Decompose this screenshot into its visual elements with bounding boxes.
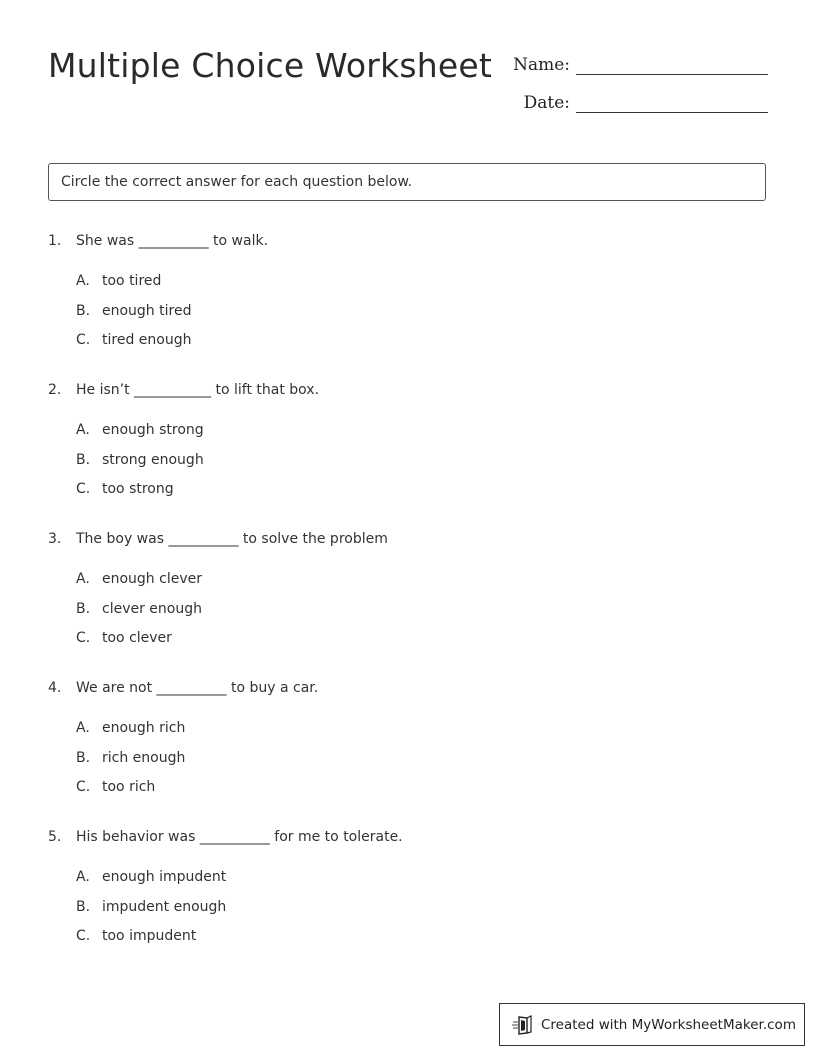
answer-options	[48, 568, 768, 657]
date-line	[576, 92, 768, 113]
option-text: tired enough	[102, 332, 192, 349]
answer-option[interactable]	[48, 627, 768, 657]
option-text: impudent enough	[102, 898, 227, 915]
answer-option[interactable]	[48, 866, 768, 896]
question-list	[48, 230, 768, 975]
question-number: 4.	[48, 680, 62, 696]
answer-option[interactable]	[48, 717, 768, 747]
option-text: enough tired	[102, 302, 192, 319]
answer-option[interactable]	[48, 776, 768, 806]
question-text: The boy was __________ to solve the problem	[76, 531, 388, 547]
option-text: enough rich	[102, 720, 186, 736]
option-letter: A.	[76, 869, 90, 885]
question-row	[48, 379, 768, 401]
option-text: enough clever	[102, 571, 202, 587]
question-5	[48, 826, 768, 975]
answer-option[interactable]	[48, 568, 768, 598]
question-number: 2.	[48, 382, 62, 398]
option-text: enough strong	[102, 422, 204, 438]
question-text: He isn’t ___________ to lift that box.	[76, 382, 320, 398]
option-letter: B.	[76, 600, 91, 617]
option-letter: C.	[76, 630, 91, 647]
answer-option[interactable]	[48, 300, 768, 330]
question-2	[48, 379, 768, 528]
option-text: clever enough	[102, 600, 202, 617]
option-letter: B.	[76, 898, 91, 915]
option-text: too strong	[102, 481, 174, 498]
answer-options	[48, 717, 768, 806]
option-text: rich enough	[102, 749, 186, 766]
name-field	[513, 54, 768, 75]
option-text: too tired	[102, 273, 162, 289]
answer-option[interactable]	[48, 478, 768, 508]
option-letter: A.	[76, 273, 90, 289]
option-letter: A.	[76, 422, 90, 438]
date-label: Date:	[523, 93, 570, 113]
worksheet-title: Multiple Choice Worksheet	[48, 46, 493, 85]
date-field	[524, 92, 768, 113]
answer-options	[48, 419, 768, 508]
question-row	[48, 230, 768, 252]
answer-option[interactable]	[48, 449, 768, 479]
option-letter: C.	[76, 481, 91, 498]
option-text: strong enough	[102, 451, 204, 468]
option-letter: C.	[76, 332, 91, 349]
question-row	[48, 528, 768, 550]
footer-text: Created with MyWorksheetMaker.com	[541, 1016, 796, 1033]
name-line	[576, 54, 768, 75]
answer-option[interactable]	[48, 747, 768, 777]
question-3	[48, 528, 768, 677]
option-text: too clever	[102, 630, 172, 647]
answer-option[interactable]	[48, 925, 768, 955]
question-number: 1.	[48, 233, 62, 249]
option-text: too rich	[102, 779, 156, 796]
option-letter: C.	[76, 779, 91, 796]
footer-badge	[499, 1003, 805, 1046]
question-text: She was __________ to walk.	[76, 233, 269, 249]
option-text: enough impudent	[102, 869, 227, 885]
question-row	[48, 677, 768, 699]
answer-option[interactable]	[48, 270, 768, 300]
question-row	[48, 826, 768, 848]
worksheet-maker-logo-icon	[512, 1014, 534, 1036]
option-letter: A.	[76, 571, 90, 587]
answer-options	[48, 270, 768, 359]
instructions-box: Circle the correct answer for each question below.	[48, 163, 766, 201]
option-letter: B.	[76, 451, 91, 468]
option-letter: B.	[76, 749, 91, 766]
question-number: 3.	[48, 531, 62, 547]
option-letter: C.	[76, 928, 91, 945]
answer-option[interactable]	[48, 598, 768, 628]
answer-options	[48, 866, 768, 955]
question-text: His behavior was __________ for me to tolerate.	[76, 829, 403, 845]
question-text: We are not __________ to buy a car.	[76, 680, 319, 696]
question-4	[48, 677, 768, 826]
option-text: too impudent	[102, 928, 197, 945]
name-label: Name:	[513, 55, 570, 75]
answer-option[interactable]	[48, 896, 768, 926]
answer-option[interactable]	[48, 329, 768, 359]
option-letter: A.	[76, 720, 90, 736]
question-1	[48, 230, 768, 379]
answer-option[interactable]	[48, 419, 768, 449]
question-number: 5.	[48, 829, 62, 845]
option-letter: B.	[76, 302, 91, 319]
